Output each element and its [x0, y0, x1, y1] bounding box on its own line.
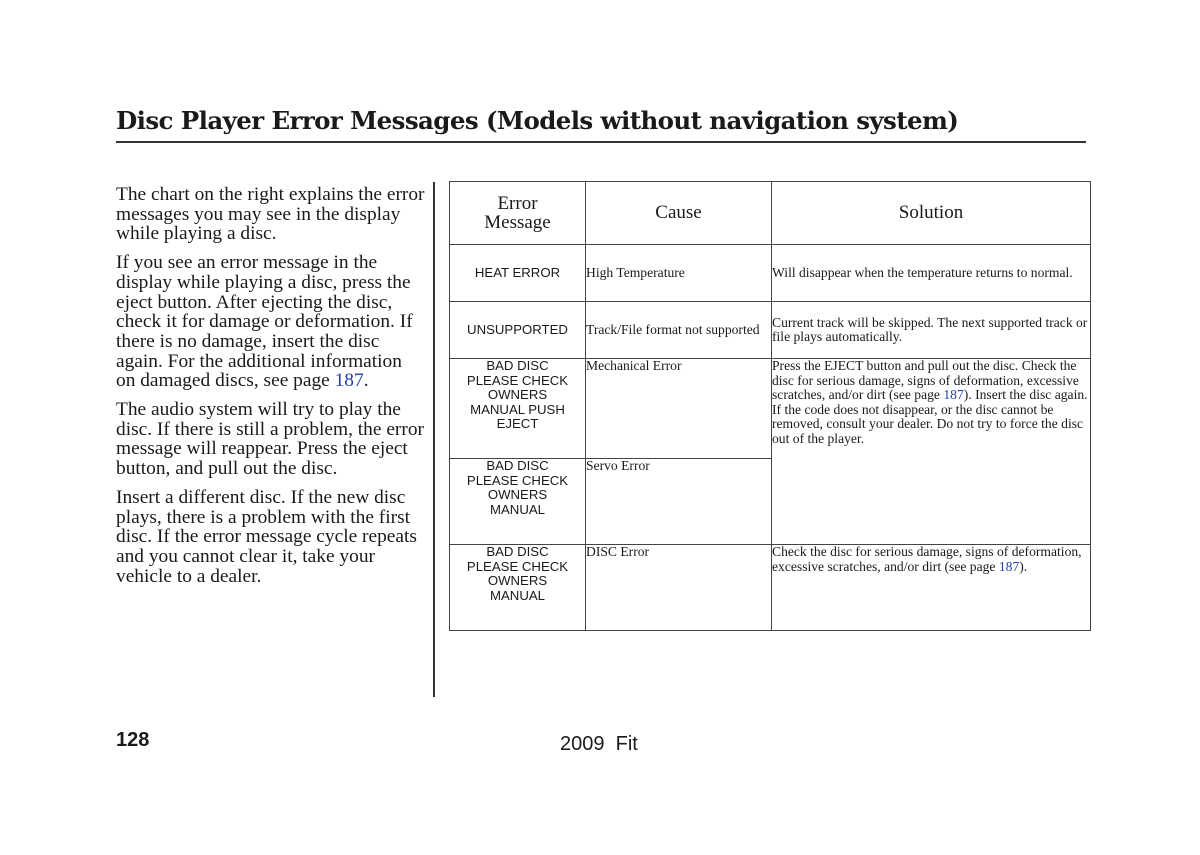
- header-cause: Cause: [586, 182, 772, 245]
- solution-cell: Current track will be skipped. The next supported track or file plays automatically.: [772, 302, 1091, 359]
- cause-cell: DISC Error: [586, 545, 772, 631]
- intro-paragraph-2-end: .: [363, 370, 369, 392]
- table-header-row: [450, 182, 1091, 245]
- solution-cell: Check the disc for serious damage, signs of deformation, excessive scratches, and/or dirt (see page 187).: [772, 545, 1091, 631]
- error-code-cell: BAD DISC PLEASE CHECK OWNERS MANUAL: [450, 459, 586, 545]
- cause-cell: High Temperature: [586, 245, 772, 302]
- cause-cell: Mechanical Error: [586, 359, 772, 459]
- page-reference-link[interactable]: 187: [943, 387, 964, 402]
- error-code-cell: BAD DISC PLEASE CHECK OWNERS MANUAL: [450, 545, 586, 631]
- page-number: 128: [116, 729, 150, 751]
- error-code-cell: HEAT ERROR: [450, 245, 586, 302]
- header-error-message: Error Message: [450, 182, 586, 245]
- footer-model: 2009 Fit: [560, 733, 638, 755]
- intro-text: [116, 185, 426, 595]
- intro-paragraph-3: The audio system will try to play the disc. If there is still a problem, the error message will reappear. Press the eject button, and pull out the disc.: [116, 399, 424, 480]
- column-divider: [433, 182, 435, 697]
- error-message-table: [449, 181, 1091, 631]
- header-solution: Solution: [772, 182, 1091, 245]
- cause-cell: Track/File format not supported: [586, 302, 772, 359]
- intro-paragraph-1: The chart on the right explains the error messages you may see in the display while playing a disc.: [116, 184, 425, 245]
- title-divider: [116, 141, 1086, 143]
- intro-paragraph-2-text: If you see an error message in the display while playing a disc, press the eject button. After ejecting the disc, check it for damage or deformation. If there is no damage, insert the disc again. For the additional information on damaged discs, see page: [116, 252, 413, 392]
- solution-cell: Press the EJECT button and pull out the disc. Check the disc for serious damage, signs of deformation, excessive scratches, and/or dirt (see page 187). Insert the disc again. If the code does not disappear, or the disc cannot be removed, consult your dealer. Do not try to force the disc out of the player.: [772, 359, 1091, 545]
- table-row: [450, 359, 1091, 459]
- table-row: [450, 245, 1091, 302]
- cause-cell: Servo Error: [586, 459, 772, 545]
- intro-paragraph-4: Insert a different disc. If the new disc plays, there is a problem with the first disc. If the error message cycle repeats and you cannot clear it, take your vehicle to a dealer.: [116, 486, 417, 587]
- solution-cell: Will disappear when the temperature returns to normal.: [772, 245, 1091, 302]
- page-title: Disc Player Error Messages (Models without navigation system): [116, 106, 959, 135]
- table-row: [450, 545, 1091, 631]
- error-code-cell: BAD DISC PLEASE CHECK OWNERS MANUAL PUSH EJECT: [450, 359, 586, 459]
- page-reference-link[interactable]: 187: [334, 370, 364, 392]
- table-row: [450, 302, 1091, 359]
- page-reference-link[interactable]: 187: [998, 558, 1020, 574]
- intro-paragraph-2: [116, 253, 426, 391]
- error-code-cell: UNSUPPORTED: [450, 302, 586, 359]
